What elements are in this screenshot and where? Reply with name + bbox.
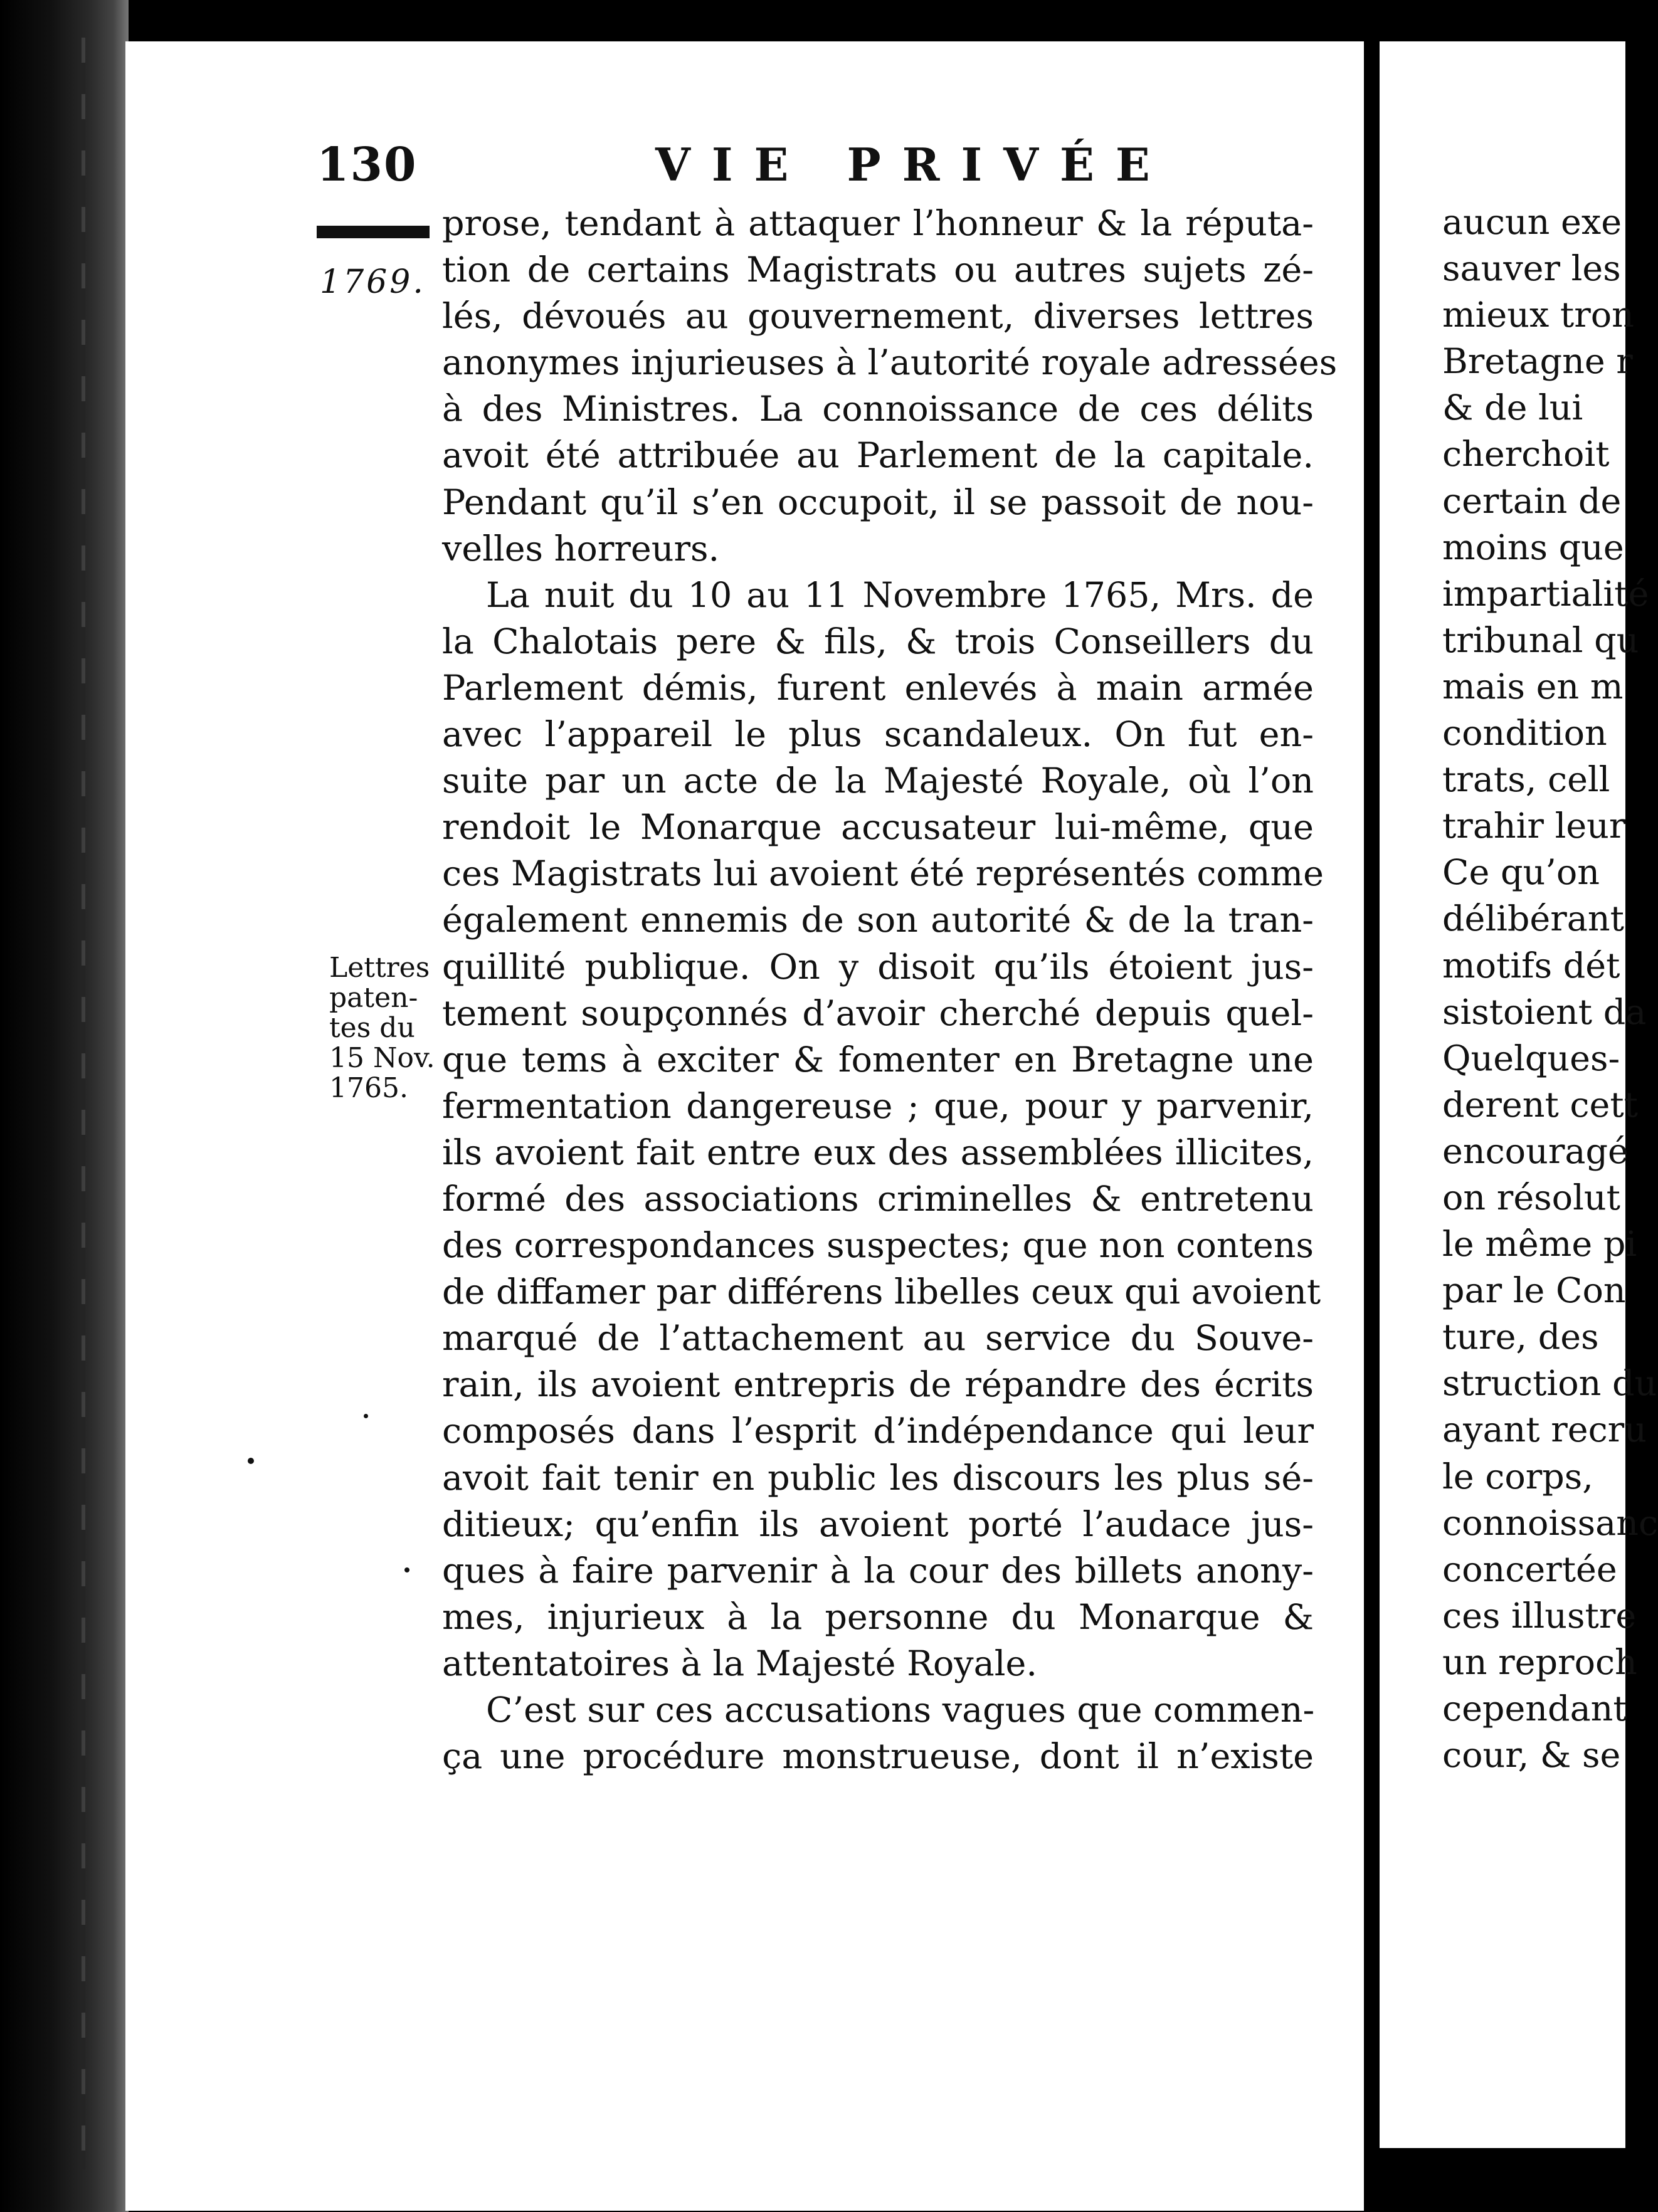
text-line: délibérant: [1442, 898, 1624, 940]
text-line: attentatoires à la Majesté Royale.: [442, 1643, 1037, 1684]
margin-note-line: 1765.: [329, 1072, 408, 1104]
text-line: encouragé: [1442, 1130, 1629, 1172]
text-line: ture, des: [1442, 1317, 1599, 1358]
text-line: ques à faire parvenir à la cour des billets anony-: [442, 1550, 1314, 1591]
text-line: Parlement démis, furent enlevés à main armée: [442, 667, 1314, 708]
text-line: cour, & se: [1442, 1735, 1621, 1776]
text-line: certain de: [1442, 480, 1622, 522]
text-line: C’est sur ces accusations vagues que commen-: [486, 1690, 1315, 1730]
right-page-body: [1442, 199, 1658, 1779]
text-line: & de lui: [1442, 387, 1583, 429]
text-line: cherchoit: [1442, 434, 1610, 475]
text-line: tement soupçonnés d’avoir cherché depuis quel-: [442, 993, 1314, 1034]
text-line: motifs dét: [1442, 945, 1620, 986]
text-line: connoissanc: [1442, 1502, 1658, 1544]
running-title: VIE PRIVÉE: [655, 138, 1171, 191]
text-line: rendoit le Monarque accusateur lui-même, que: [442, 807, 1314, 848]
text-line: suite par un acte de la Majesté Royale, où l’on: [442, 761, 1314, 802]
text-line: condition: [1442, 713, 1607, 754]
text-line: anonymes injurieuses à l’autorité royale adressées: [442, 342, 1338, 384]
text-line: struction du: [1442, 1363, 1657, 1404]
text-line: cependant: [1442, 1688, 1627, 1729]
text-line: on résolut: [1442, 1177, 1620, 1218]
text-line: que tems à exciter & fomenter en Bretagne une: [442, 1039, 1314, 1080]
text-line: derent cett: [1442, 1084, 1638, 1125]
text-line: mieux tron: [1442, 295, 1634, 336]
text-line: Ce qu’on: [1442, 852, 1600, 893]
book-binding: [0, 0, 129, 2212]
margin-note-line: 15 Nov.: [329, 1042, 435, 1074]
text-line: velles horreurs.: [442, 528, 720, 569]
text-line: le même pi: [1442, 1224, 1637, 1265]
page-number: 130: [317, 138, 418, 192]
text-line: également ennemis de son autorité & de la tran-: [442, 900, 1314, 941]
text-line: concertée: [1442, 1549, 1617, 1590]
text-line: à des Ministres. La connoissance de ces délits: [442, 389, 1314, 430]
text-line: ditieux; qu’enfin ils avoient porté l’audace jus-: [442, 1504, 1314, 1545]
text-line: tribunal qu: [1442, 619, 1639, 661]
text-line: ces illustre: [1442, 1595, 1637, 1636]
margin-year: 1769.: [320, 263, 426, 301]
text-line: La nuit du 10 au 11 Novembre 1765, Mrs. de: [486, 574, 1314, 616]
text-line: sistoient da: [1442, 991, 1647, 1033]
text-line: ces Magistrats lui avoient été représentés comme: [442, 853, 1324, 895]
text-line: ils avoient fait entre eux des assemblées illicites,: [442, 1132, 1314, 1173]
text-line: moins que: [1442, 527, 1624, 568]
text-line: sauver les: [1442, 248, 1621, 290]
text-line: de diffamer par différens libelles ceux qui avoient: [442, 1272, 1321, 1313]
ink-speck: [404, 1567, 409, 1572]
text-line: avec l’appareil le plus scandaleux. On fut en-: [442, 714, 1314, 756]
text-line: Bretagne r: [1442, 341, 1633, 382]
margin-note-line: paten-: [329, 982, 418, 1014]
text-line: formé des associations criminelles & entretenu: [442, 1178, 1314, 1219]
text-line: avoit fait tenir en public les discours les plus sé-: [442, 1457, 1314, 1498]
page-gutter: [1364, 38, 1380, 2212]
text-line: trats, cell: [1442, 759, 1610, 801]
text-line: Pendant qu’il s’en occupoit, il se passoit de nou-: [442, 482, 1314, 523]
text-line: mais en m: [1442, 666, 1624, 707]
text-line: un reproch: [1442, 1641, 1637, 1683]
text-line: ça une procédure monstrueuse, dont il n’existe: [442, 1736, 1314, 1778]
text-line: ayant recru: [1442, 1409, 1647, 1451]
text-line: composés dans l’esprit d’indépendance qui leur: [442, 1411, 1314, 1452]
page-header: [317, 138, 1270, 207]
ink-speck: [364, 1414, 368, 1418]
text-line: fermentation dangereuse ; que, pour y parvenir,: [442, 1085, 1314, 1127]
margin-rule: [317, 226, 430, 238]
text-line: prose, tendant à attaquer l’honneur & la réputa-: [442, 203, 1314, 244]
text-line: rain, ils avoient entrepris de répandre des écrits: [442, 1364, 1314, 1406]
text-line: avoit été attribuée au Parlement de la capitale.: [442, 435, 1314, 477]
text-line: par le Con: [1442, 1270, 1626, 1312]
margin-note-line: tes du: [329, 1012, 415, 1044]
text-line: lés, dévoués au gouvernement, diverses lettres: [442, 296, 1314, 337]
margin-note-line: Lettres: [329, 952, 430, 984]
text-line: des correspondances suspectes; que non contens: [442, 1225, 1314, 1267]
text-line: la Chalotais pere & fils, & trois Conseillers du: [442, 621, 1314, 662]
text-line: tion de certains Magistrats ou autres sujets zé-: [442, 250, 1314, 291]
text-line: mes, injurieux à la personne du Monarque &: [442, 1596, 1314, 1638]
text-line: trahir leur: [1442, 806, 1626, 847]
text-line: impartialité: [1442, 573, 1649, 614]
left-page-body: [442, 201, 1338, 1780]
text-line: quillité publique. On y disoit qu’ils étoient jus-: [442, 946, 1314, 988]
margin-note: [329, 953, 448, 1103]
text-line: aucun exe: [1442, 202, 1622, 243]
ink-speck: [248, 1458, 254, 1464]
text-line: le corps,: [1442, 1456, 1593, 1497]
text-line: marqué de l’attachement au service du Souve-: [442, 1318, 1314, 1359]
text-line: Quelques-: [1442, 1038, 1620, 1079]
